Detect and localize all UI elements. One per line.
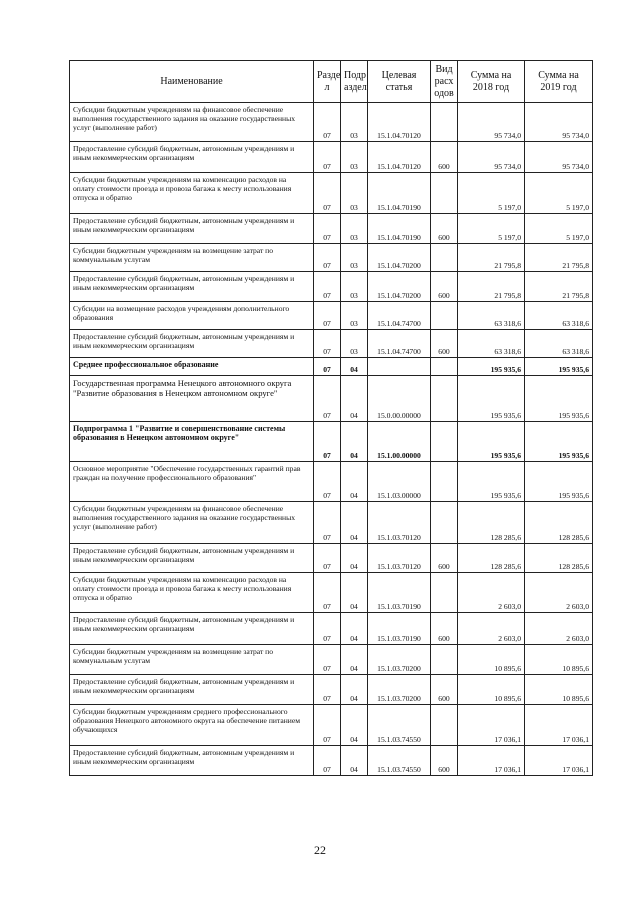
cell-expense-type [431, 645, 458, 675]
cell-name: Предоставление субсидий бюджетным, автономным учреждениям и иным некоммерческим организациям [70, 330, 314, 358]
cell-name: Подпрограмма 1 "Развитие и совершенствование системы образования в Ненецком автономном округе" [70, 422, 314, 462]
cell-name: Предоставление субсидий бюджетным, автономным учреждениям и иным некоммерческим организациям [70, 613, 314, 645]
cell-expense-type [431, 705, 458, 746]
cell-name: Субсидии на возмещение расходов учреждениям дополнительного образования [70, 302, 314, 330]
cell-subsection: 04 [341, 675, 368, 705]
cell-section: 07 [314, 142, 341, 173]
cell-expense-type: 600 [431, 544, 458, 573]
cell-section: 07 [314, 376, 341, 422]
header-sum-2019: Сумма на 2019 год [525, 61, 593, 103]
cell-expense-type [431, 173, 458, 214]
cell-target-article: 15.1.00.00000 [368, 422, 431, 462]
table-row [70, 358, 593, 376]
cell-section: 07 [314, 103, 341, 142]
cell-subsection: 04 [341, 746, 368, 776]
cell-sum-2018: 2 603,0 [458, 613, 525, 645]
cell-subsection: 03 [341, 142, 368, 173]
table-row [70, 173, 593, 214]
cell-section: 07 [314, 502, 341, 544]
cell-sum-2018: 10 895,6 [458, 675, 525, 705]
cell-subsection: 03 [341, 173, 368, 214]
page-number: 22 [314, 843, 326, 857]
cell-sum-2018: 2 603,0 [458, 573, 525, 613]
cell-sum-2019: 195 935,6 [525, 462, 593, 502]
cell-sum-2019: 95 734,0 [525, 142, 593, 173]
cell-expense-type [431, 422, 458, 462]
cell-target-article: 15.1.04.70200 [368, 272, 431, 302]
cell-section: 07 [314, 705, 341, 746]
header-target-article: Целевая статья [368, 61, 431, 103]
cell-sum-2018: 128 285,6 [458, 502, 525, 544]
cell-subsection: 03 [341, 103, 368, 142]
table-row [70, 675, 593, 705]
cell-sum-2018: 195 935,6 [458, 358, 525, 376]
table-row [70, 462, 593, 502]
cell-sum-2018: 95 734,0 [458, 142, 525, 173]
cell-expense-type: 600 [431, 272, 458, 302]
cell-target-article: 15.1.03.70120 [368, 502, 431, 544]
cell-target-article: 15.1.04.74700 [368, 330, 431, 358]
cell-sum-2018: 21 795,8 [458, 272, 525, 302]
table-row [70, 330, 593, 358]
cell-expense-type: 600 [431, 330, 458, 358]
cell-section: 07 [314, 330, 341, 358]
table-row [70, 244, 593, 272]
cell-name: Субсидии бюджетным учреждениям на компенсацию расходов на оплату стоимости проезда и провоза багажа к месту использования отпуска и обратно [70, 573, 314, 613]
cell-target-article: 15.1.04.70190 [368, 214, 431, 244]
cell-target-article: 15.1.03.74550 [368, 705, 431, 746]
cell-section: 07 [314, 302, 341, 330]
cell-sum-2019: 195 935,6 [525, 376, 593, 422]
cell-sum-2019: 17 036,1 [525, 746, 593, 776]
cell-section: 07 [314, 645, 341, 675]
cell-name: Предоставление субсидий бюджетным, автономным учреждениям и иным некоммерческим организациям [70, 746, 314, 776]
cell-subsection: 04 [341, 573, 368, 613]
budget-table [69, 60, 593, 776]
table-header-row [70, 61, 593, 103]
cell-expense-type [431, 573, 458, 613]
cell-section: 07 [314, 462, 341, 502]
cell-sum-2018: 17 036,1 [458, 705, 525, 746]
cell-section: 07 [314, 613, 341, 645]
cell-sum-2019: 21 795,8 [525, 272, 593, 302]
cell-sum-2018: 128 285,6 [458, 544, 525, 573]
cell-target-article: 15.1.03.70200 [368, 645, 431, 675]
table-row [70, 103, 593, 142]
cell-target-article: 15.1.04.70190 [368, 173, 431, 214]
cell-sum-2018: 195 935,6 [458, 422, 525, 462]
cell-sum-2019: 10 895,6 [525, 645, 593, 675]
cell-name: Предоставление субсидий бюджетным, автономным учреждениям и иным некоммерческим организациям [70, 675, 314, 705]
cell-sum-2019: 63 318,6 [525, 330, 593, 358]
cell-sum-2018: 195 935,6 [458, 462, 525, 502]
cell-subsection: 03 [341, 272, 368, 302]
cell-subsection: 04 [341, 645, 368, 675]
table-row [70, 302, 593, 330]
cell-expense-type: 600 [431, 675, 458, 705]
cell-target-article: 15.1.03.70200 [368, 675, 431, 705]
cell-target-article: 15.1.03.70190 [368, 573, 431, 613]
cell-sum-2018: 63 318,6 [458, 330, 525, 358]
header-subsection: Подр аздел [341, 61, 368, 103]
cell-sum-2019: 10 895,6 [525, 675, 593, 705]
cell-section: 07 [314, 272, 341, 302]
cell-expense-type: 600 [431, 746, 458, 776]
cell-expense-type: 600 [431, 214, 458, 244]
cell-section: 07 [314, 746, 341, 776]
cell-target-article: 15.1.04.70200 [368, 244, 431, 272]
cell-expense-type [431, 502, 458, 544]
cell-section: 07 [314, 544, 341, 573]
cell-sum-2018: 63 318,6 [458, 302, 525, 330]
cell-name: Среднее профессиональное образование [70, 358, 314, 376]
cell-name: Субсидии бюджетным учреждениям среднего профессионального образования Ненецкого автономного округа на обеспечение питанием обучающихся [70, 705, 314, 746]
cell-sum-2018: 5 197,0 [458, 214, 525, 244]
cell-subsection: 03 [341, 214, 368, 244]
table-row [70, 142, 593, 173]
header-expense-type: Вид расх одов [431, 61, 458, 103]
cell-sum-2019: 128 285,6 [525, 544, 593, 573]
cell-target-article: 15.1.03.70120 [368, 544, 431, 573]
cell-section: 07 [314, 244, 341, 272]
cell-name: Государственная программа Ненецкого автономного округа "Развитие образования в Ненецком автономном округе" [70, 376, 314, 422]
cell-sum-2018: 10 895,6 [458, 645, 525, 675]
cell-sum-2019: 195 935,6 [525, 422, 593, 462]
table-row [70, 422, 593, 462]
cell-target-article: 15.0.00.00000 [368, 376, 431, 422]
table-row [70, 376, 593, 422]
cell-name: Основное мероприятие "Обеспечение государственных гарантий прав граждан на получение профессионального образования" [70, 462, 314, 502]
cell-name: Предоставление субсидий бюджетным, автономным учреждениям и иным некоммерческим организациям [70, 544, 314, 573]
cell-sum-2019: 21 795,8 [525, 244, 593, 272]
cell-name: Субсидии бюджетным учреждениям на финансовое обеспечение выполнения государственного задания на оказание государственных услуг (выполнение работ) [70, 103, 314, 142]
cell-expense-type [431, 376, 458, 422]
cell-expense-type [431, 103, 458, 142]
table-body [70, 103, 593, 776]
cell-name: Субсидии бюджетным учреждениям на возмещение затрат по коммунальным услугам [70, 645, 314, 675]
cell-section: 07 [314, 358, 341, 376]
cell-sum-2019: 2 603,0 [525, 573, 593, 613]
cell-subsection: 04 [341, 502, 368, 544]
header-section: Разде л [314, 61, 341, 103]
cell-sum-2018: 5 197,0 [458, 173, 525, 214]
cell-subsection: 04 [341, 422, 368, 462]
cell-sum-2019: 63 318,6 [525, 302, 593, 330]
cell-section: 07 [314, 422, 341, 462]
cell-sum-2018: 17 036,1 [458, 746, 525, 776]
cell-subsection: 03 [341, 330, 368, 358]
cell-sum-2018: 95 734,0 [458, 103, 525, 142]
cell-expense-type: 600 [431, 142, 458, 173]
table-row [70, 645, 593, 675]
cell-subsection: 04 [341, 376, 368, 422]
table-row [70, 544, 593, 573]
cell-target-article: 15.1.03.74550 [368, 746, 431, 776]
table-row [70, 502, 593, 544]
cell-sum-2019: 17 036,1 [525, 705, 593, 746]
cell-sum-2019: 128 285,6 [525, 502, 593, 544]
cell-target-article: 15.1.03.00000 [368, 462, 431, 502]
cell-name: Предоставление субсидий бюджетным, автономным учреждениям и иным некоммерческим организациям [70, 142, 314, 173]
cell-sum-2019: 195 935,6 [525, 358, 593, 376]
cell-subsection: 03 [341, 302, 368, 330]
table-row [70, 746, 593, 776]
table-row [70, 613, 593, 645]
cell-subsection: 04 [341, 705, 368, 746]
cell-target-article: 15.1.04.74700 [368, 302, 431, 330]
table-row [70, 272, 593, 302]
cell-target-article: 15.1.04.70120 [368, 142, 431, 173]
table-row [70, 573, 593, 613]
cell-section: 07 [314, 214, 341, 244]
cell-subsection: 03 [341, 244, 368, 272]
header-sum-2018: Сумма на 2018 год [458, 61, 525, 103]
cell-name: Субсидии бюджетным учреждениям на возмещение затрат по коммунальным услугам [70, 244, 314, 272]
cell-name: Субсидии бюджетным учреждениям на финансовое обеспечение выполнения государственного задания на оказание государственных услуг (выполнение работ) [70, 502, 314, 544]
budget-table-container [69, 60, 592, 776]
cell-sum-2019: 2 603,0 [525, 613, 593, 645]
header-name: Наименование [70, 61, 314, 103]
cell-section: 07 [314, 573, 341, 613]
cell-name: Субсидии бюджетным учреждениям на компенсацию расходов на оплату стоимости проезда и провоза багажа к месту использования отпуска и обратно [70, 173, 314, 214]
cell-name: Предоставление субсидий бюджетным, автономным учреждениям и иным некоммерческим организациям [70, 272, 314, 302]
cell-sum-2018: 21 795,8 [458, 244, 525, 272]
cell-sum-2018: 195 935,6 [458, 376, 525, 422]
cell-target-article [368, 358, 431, 376]
cell-expense-type [431, 358, 458, 376]
cell-name: Предоставление субсидий бюджетным, автономным учреждениям и иным некоммерческим организациям [70, 214, 314, 244]
cell-expense-type: 600 [431, 613, 458, 645]
cell-sum-2019: 95 734,0 [525, 103, 593, 142]
cell-expense-type [431, 462, 458, 502]
cell-target-article: 15.1.04.70120 [368, 103, 431, 142]
cell-expense-type [431, 302, 458, 330]
cell-sum-2019: 5 197,0 [525, 173, 593, 214]
table-row [70, 705, 593, 746]
cell-sum-2019: 5 197,0 [525, 214, 593, 244]
cell-subsection: 04 [341, 462, 368, 502]
cell-section: 07 [314, 173, 341, 214]
cell-subsection: 04 [341, 358, 368, 376]
cell-expense-type [431, 244, 458, 272]
cell-subsection: 04 [341, 613, 368, 645]
cell-section: 07 [314, 675, 341, 705]
cell-target-article: 15.1.03.70190 [368, 613, 431, 645]
cell-subsection: 04 [341, 544, 368, 573]
table-row [70, 214, 593, 244]
